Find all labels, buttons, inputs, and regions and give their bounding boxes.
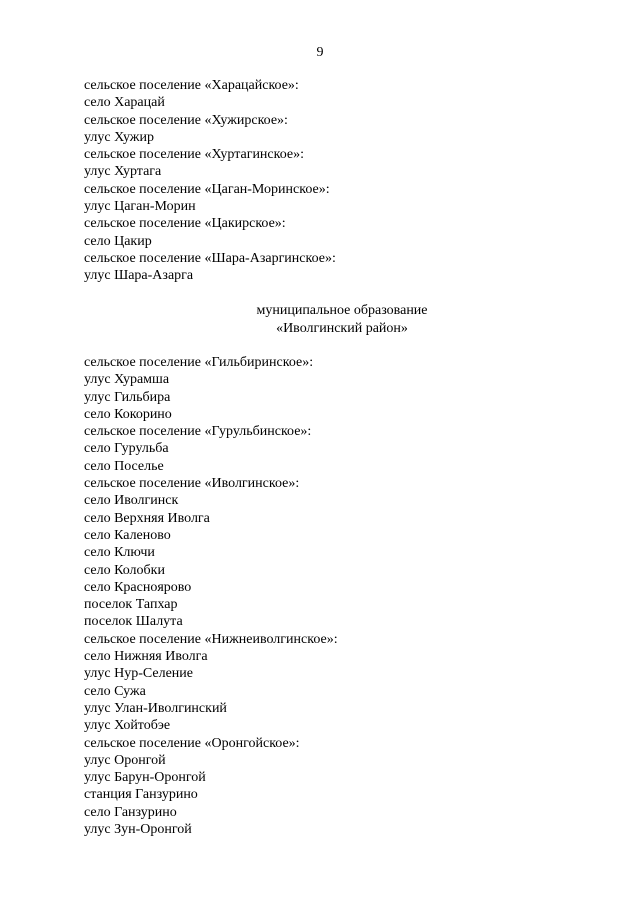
list-item: село Краснoярово [84,579,192,595]
settlements-list-1 [84,77,336,285]
list-item: улус Гильбира [84,389,171,405]
settlements-list-2 [84,354,338,838]
list-item: улус Хурамша [84,372,170,388]
list-item: село Каленово [84,527,171,543]
list-item: улус Зун-Оронгой [84,822,192,838]
list-item: село Поселье [84,458,164,474]
list-item: улус Улан-Иволгинский [84,700,227,716]
list-item: улус Нур-Селение [84,666,193,682]
list-item: сельское поселение «Оронгойское»: [84,735,300,751]
list-item: улус Хужир [84,129,154,145]
list-item: сельское поселение «Хужирское»: [84,112,288,128]
list-item: улус Шара-Азарга [84,268,194,284]
list-item: сельское поселение «Цакирское»: [84,216,286,232]
municipal-heading [0,302,640,338]
list-item: сельское поселение «Иволгинское»: [84,476,300,492]
list-item: село Сужа [84,683,146,699]
list-item: село Гурульба [84,441,169,457]
list-item: станция Ганзурино [84,787,198,803]
list-item: сельское поселение «Цаган-Моринское»: [84,181,330,197]
list-item: село Колобки [84,562,165,578]
list-item: село Кокорино [84,406,172,422]
list-item: сельское поселение «Нижнеиволгинское»: [84,631,338,647]
list-item: село Ключи [84,545,155,561]
list-item: сельское поселение «Шара-Азаргинское»: [84,250,336,266]
list-item: сельское поселение «Хуртагинское»: [84,147,305,163]
page-number: 9 [316,45,324,60]
list-item: село Иволгинск [84,493,179,509]
list-item: село Ганзурино [84,804,177,820]
list-item: село Нижняя Иволга [84,649,208,665]
list-item: село Харацай [84,95,165,111]
list-item: поселок Шалута [84,614,183,630]
list-item: улус Оронгой [84,752,166,768]
list-item: сельское поселение «Гильбиринское»: [84,355,314,370]
list-item: поселок Тапхар [84,597,178,613]
list-item: улус Хуртага [84,164,162,180]
list-item: улус Хойтобэе [84,718,171,734]
list-item: улус Цаган-Морин [84,199,196,215]
list-item: село Цакир [84,233,152,249]
heading-line-1: муниципальное образование [256,303,428,318]
list-item: село Верхняя Иволга [84,510,210,526]
list-item: сельское поселение «Харацайское»: [84,78,299,93]
list-item: сельское поселение «Гурульбинское»: [84,424,312,440]
list-item: улус Барун-Оронгой [84,770,206,786]
heading-line-2: «Иволгинский район» [276,321,408,336]
